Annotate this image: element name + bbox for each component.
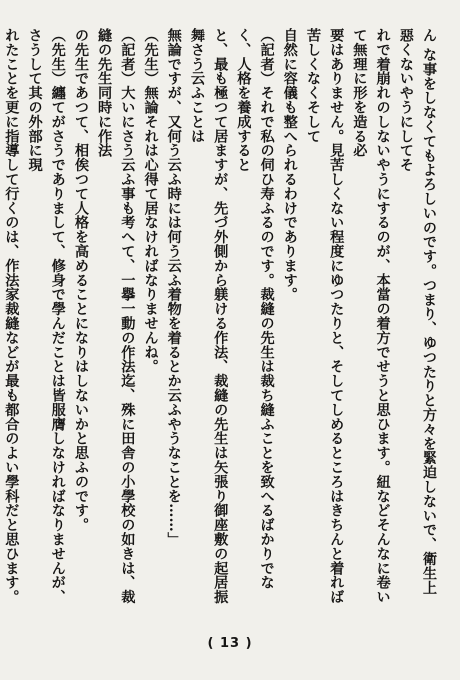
text-line: 無論ですが、又何う云ふ時には何う云ふ着物を着るとか云ふやうなことを……」 (165, 28, 182, 547)
text-line: 自然に容儀も整へられるわけであります。 (281, 28, 298, 302)
page-number: ( 13 ) (207, 636, 253, 651)
text-line: （先生）纏てがさうでありまして、修身で學んだことは皆服膺しなければなりませんが、さうして其の外部に現 (26, 28, 66, 604)
text-line: と、最も極つて居ますが、先づ外側から躾ける作法、裁縫の先生は矢張り御座敷の起居振舞さう云ふことは (188, 28, 229, 604)
text-line: ん な事をしなくてもよろしいのです。つまり、ゆつたりと方々を緊迫しないで、衛生上惡くないやうにしてそ (397, 28, 437, 595)
body-text (3, 28, 440, 606)
text-line: れで着崩れのしないやうにするのが、本當の着方でせうと思ひます。紐などそんなに卷いて無理に形を造る必 (351, 28, 391, 604)
text-line: の先生であつて、相俟つて人格を高めることになりはしないかと思ふのです。 (72, 28, 89, 532)
text-line: れたことを更に指導して行くのは、作法家裁縫などが最も都合のよい學科だと思ひます。 (3, 28, 20, 604)
text-line: （記者）大いにさう云ふ事も考へて、一擧一動の作法迄、殊に田舎の小學校の如きは、裁縫の先生同時に作法 (96, 28, 136, 604)
text-line: （先生）無論それは心得て居なければなりませんね。 (142, 28, 159, 374)
text-line: 要はありません。見苦しくない程度にゆつたりと、そしてしめるところはきちんと着れば苦しくなくそして (304, 28, 345, 604)
text-line: （記者）それで私の伺ひ寿ふるのです。裁縫の先生は裁ち縫ふことを致へるばかりでなく、人格を養成すると (235, 28, 275, 590)
